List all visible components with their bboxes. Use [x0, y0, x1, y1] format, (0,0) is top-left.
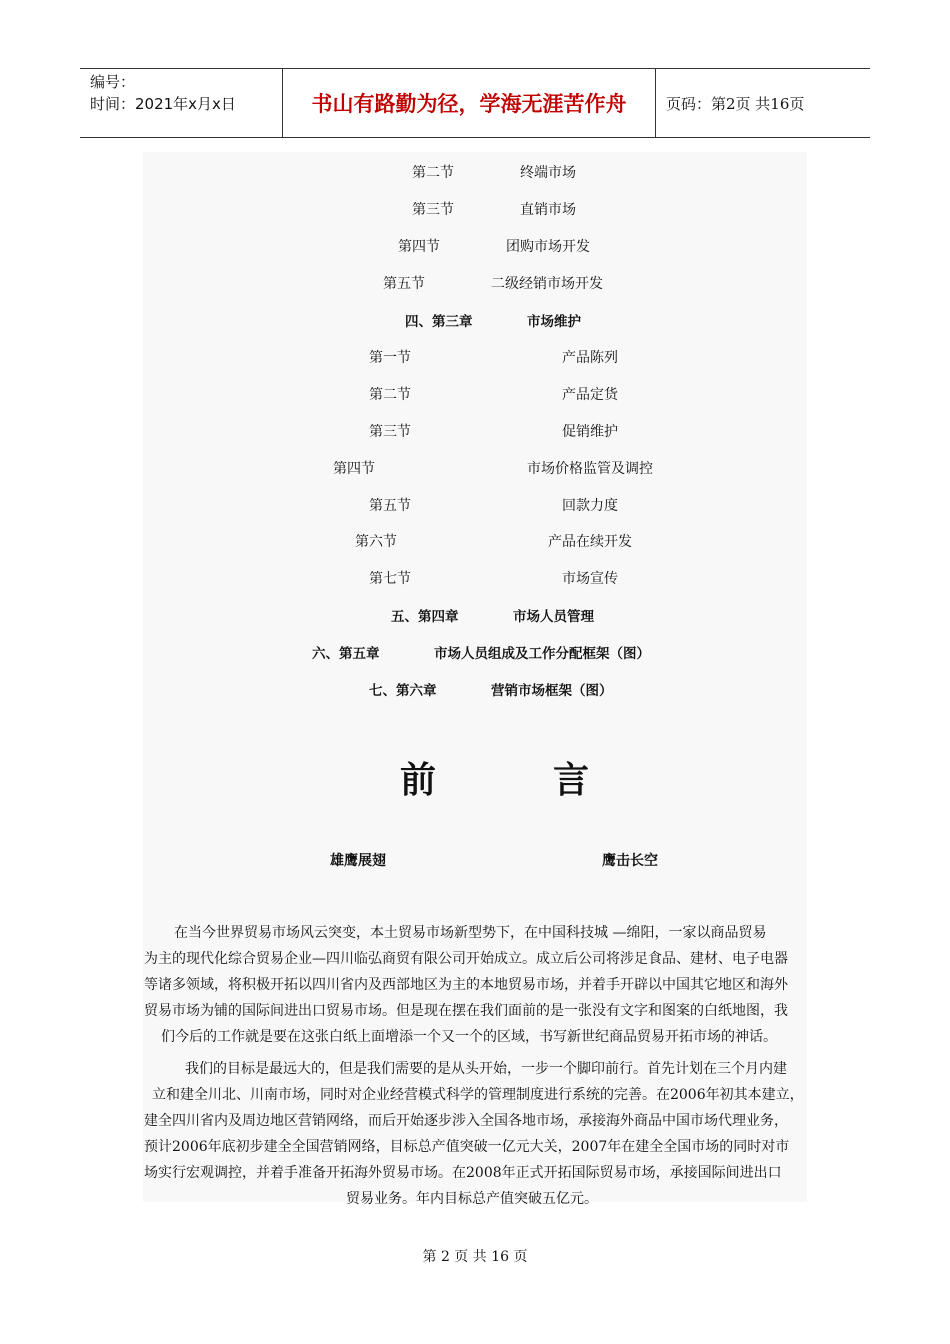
toc-item-left: 第二节 — [369, 387, 411, 403]
preface-title-part2: 言 — [553, 760, 590, 801]
page-header — [80, 68, 870, 138]
toc-chapter-right: 市场人员管理 — [513, 609, 594, 625]
toc-item-left: 第七节 — [369, 571, 411, 587]
toc-item-right: 直销市场 — [520, 202, 576, 218]
preface-motto-right: 鹰击长空 — [602, 853, 658, 869]
toc-item-left: 第六节 — [355, 534, 397, 550]
paragraph-line: 场实行宏观调控，并着手准备开拓海外贸易市场。在2008年正式开拓国际贸易市场，承接国际间进出口 — [144, 1165, 782, 1181]
toc-chapter-left: 七、第六章 — [369, 683, 437, 699]
paragraph-line: 贸易业务。年内目标总产值突破五亿元。 — [346, 1191, 598, 1207]
toc-item-right: 产品在续开发 — [548, 534, 632, 550]
paragraph-line: 为主的现代化综合贸易企业—四川临弘商贸有限公司开始成立。成立后公司将涉足食品、建材、电子电器 — [144, 951, 788, 967]
toc-item-left: 第一节 — [369, 350, 411, 366]
preface-title-part1: 前 — [400, 760, 437, 801]
toc-chapter-left: 五、第四章 — [391, 609, 459, 625]
header-left-cell — [80, 69, 282, 137]
toc-item-right: 产品陈列 — [562, 350, 618, 366]
toc-item-right: 市场宣传 — [562, 571, 618, 587]
paragraph-line: 贸易市场为铺的国际间进出口贸易市场。但是现在摆在我们面前的是一张没有文字和图案的白纸地图，我 — [144, 1003, 788, 1019]
page-footer: 第 2 页 共 16 页 — [422, 1249, 528, 1265]
toc-item-left: 第四节 — [398, 239, 440, 255]
toc-chapter-left: 四、第三章 — [405, 314, 473, 330]
toc-item-left: 第四节 — [333, 461, 375, 477]
toc-item-left: 第三节 — [412, 202, 454, 218]
toc-item-left: 第五节 — [383, 276, 425, 292]
toc-item-left: 第五节 — [369, 498, 411, 514]
toc-item-right: 市场价格监管及调控 — [527, 461, 653, 477]
toc-item-right: 产品定货 — [562, 387, 618, 403]
paragraph-line: 在当今世界贸易市场风云突变，本土贸易市场新型势下，在中国科技城 —绵阳，一家以商品贸易 — [174, 925, 767, 941]
header-motto: 书山有路勤为径，学海无涯苦作舟 — [282, 69, 656, 137]
toc-item-right: 二级经销市场开发 — [491, 276, 603, 292]
toc-chapter-right: 营销市场框架（图） — [491, 683, 613, 699]
paragraph-line: 等诸多领域，将积极开拓以四川省内及西部地区为主的本地贸易市场，并着手开辟以中国其它地区和海外 — [144, 977, 788, 993]
header-page-info: 页码：第2页 共16页 — [666, 94, 805, 113]
paragraph-line: 我们的目标是最远大的，但是我们需要的是从头开始，一步一个脚印前行。首先计划在三个月内建 — [185, 1061, 787, 1077]
toc-chapter-right: 市场维护 — [527, 314, 581, 330]
header-time-label: 时间：2021年x月x日 — [90, 95, 236, 113]
toc-item-right: 团购市场开发 — [506, 239, 590, 255]
toc-chapter-left: 六、第五章 — [312, 646, 380, 662]
paragraph-line: 预计2006年底初步建全全国营销网络，目标总产值突破一亿元大关，2007年在建全全国市场的同时对市 — [144, 1139, 790, 1155]
preface-paragraph-2 — [144, 1056, 808, 1212]
toc-item-left: 第二节 — [412, 165, 454, 181]
preface-motto-left: 雄鹰展翅 — [330, 853, 386, 869]
toc-item-right: 终端市场 — [520, 165, 576, 181]
toc-item-left: 第三节 — [369, 424, 411, 440]
header-number-label: 编号： — [90, 73, 136, 91]
toc-chapter-right: 市场人员组成及工作分配框架（图） — [434, 646, 650, 662]
paragraph-line: 立和建全川北、川南市场，同时对企业经营模式科学的管理制度进行系统的完善。在2006年初其本建立， — [152, 1087, 804, 1103]
toc-item-right: 促销维护 — [562, 424, 618, 440]
paragraph-line: 们今后的工作就是要在这张白纸上面增添一个又一个的区域，书写新世纪商品贸易开拓市场的神话。 — [161, 1029, 777, 1045]
preface-paragraph-1 — [144, 920, 808, 1050]
paragraph-line: 建全四川省内及周边地区营销网络，而后开始逐步涉入全国各地市场，承接海外商品中国市场代理业务， — [144, 1113, 788, 1129]
toc-item-right: 回款力度 — [562, 498, 618, 514]
